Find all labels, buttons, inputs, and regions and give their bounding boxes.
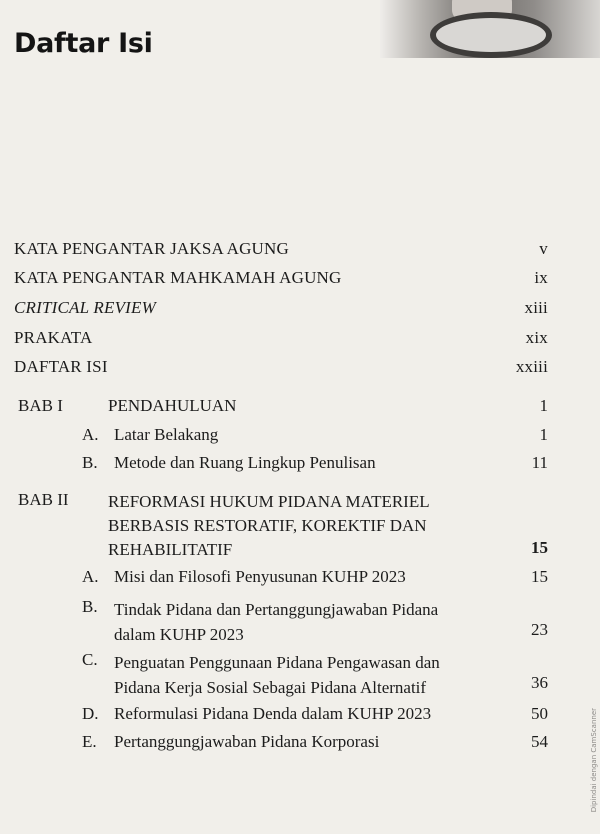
section-title: Metode dan Ruang Lingkup Penulisan [114, 453, 376, 472]
section-page: 54 [531, 732, 548, 751]
chapter-title [108, 490, 528, 562]
chapter-title: PENDAHULUAN [108, 396, 237, 415]
section-title: Latar Belakang [114, 425, 219, 444]
section-mark: D. [82, 704, 99, 723]
section-mark: B. [82, 453, 98, 472]
chapter-number: BAB I [18, 396, 63, 415]
section-page: 11 [531, 453, 548, 472]
section-mark: A. [82, 567, 99, 586]
decorative-photo [380, 0, 600, 58]
section-title-line: Pidana Kerja Sosial Sebagai Pidana Alternatif [114, 678, 427, 697]
toc-entry-label: PRAKATA [14, 328, 93, 347]
section-page: 1 [539, 425, 548, 444]
section-mark: C. [82, 650, 98, 669]
section-title [114, 597, 438, 647]
chapter-page: 1 [539, 396, 548, 415]
toc-entry-page: v [539, 239, 548, 258]
toc-entry-label: KATA PENGANTAR MAHKAMAH AGUNG [14, 268, 342, 287]
toc-entry-page: xix [525, 328, 548, 347]
section-mark: A. [82, 425, 99, 444]
section-mark: E. [82, 732, 97, 751]
section-title: Misi dan Filosofi Penyusunan KUHP 2023 [114, 567, 406, 586]
section-page: 50 [531, 704, 548, 723]
chapter-number: BAB II [18, 490, 69, 509]
section-page: 23 [531, 620, 548, 639]
section-title-line: dalam KUHP 2023 [114, 625, 244, 644]
page-title: Daftar Isi [14, 28, 153, 59]
toc-entry-label: DAFTAR ISI [14, 357, 108, 376]
section-title: Pertanggungjawaban Pidana Korporasi [114, 732, 380, 751]
chapter-title-line: BERBASIS RESTORATIF, KOREKTIF DAN [108, 516, 427, 535]
section-title: Reformulasi Pidana Denda dalam KUHP 2023 [114, 704, 432, 723]
section-mark: B. [82, 597, 98, 616]
chapter-title-line: REHABILITATIF [108, 540, 233, 559]
toc-entry-page: xiii [524, 298, 548, 317]
section-title [114, 650, 440, 700]
section-title-line: Tindak Pidana dan Pertanggungjawaban Pidana [114, 600, 439, 619]
chapter-title-line: REFORMASI HUKUM PIDANA MATERIEL [108, 492, 430, 511]
chapter-page: 15 [531, 538, 548, 557]
section-title-line: Penguatan Penggunaan Pidana Pengawasan dan [114, 653, 440, 672]
scanner-watermark: Dipindai dengan CamScanner [590, 707, 598, 812]
toc-entry-page: ix [534, 268, 548, 287]
toc-entry-label: CRITICAL REVIEW [14, 298, 156, 317]
section-page: 36 [531, 673, 548, 692]
photo-ring-shape [430, 12, 552, 58]
toc-entry-label: KATA PENGANTAR JAKSA AGUNG [14, 239, 289, 258]
section-page: 15 [531, 567, 548, 586]
toc-entry-page: xxiii [515, 357, 548, 376]
